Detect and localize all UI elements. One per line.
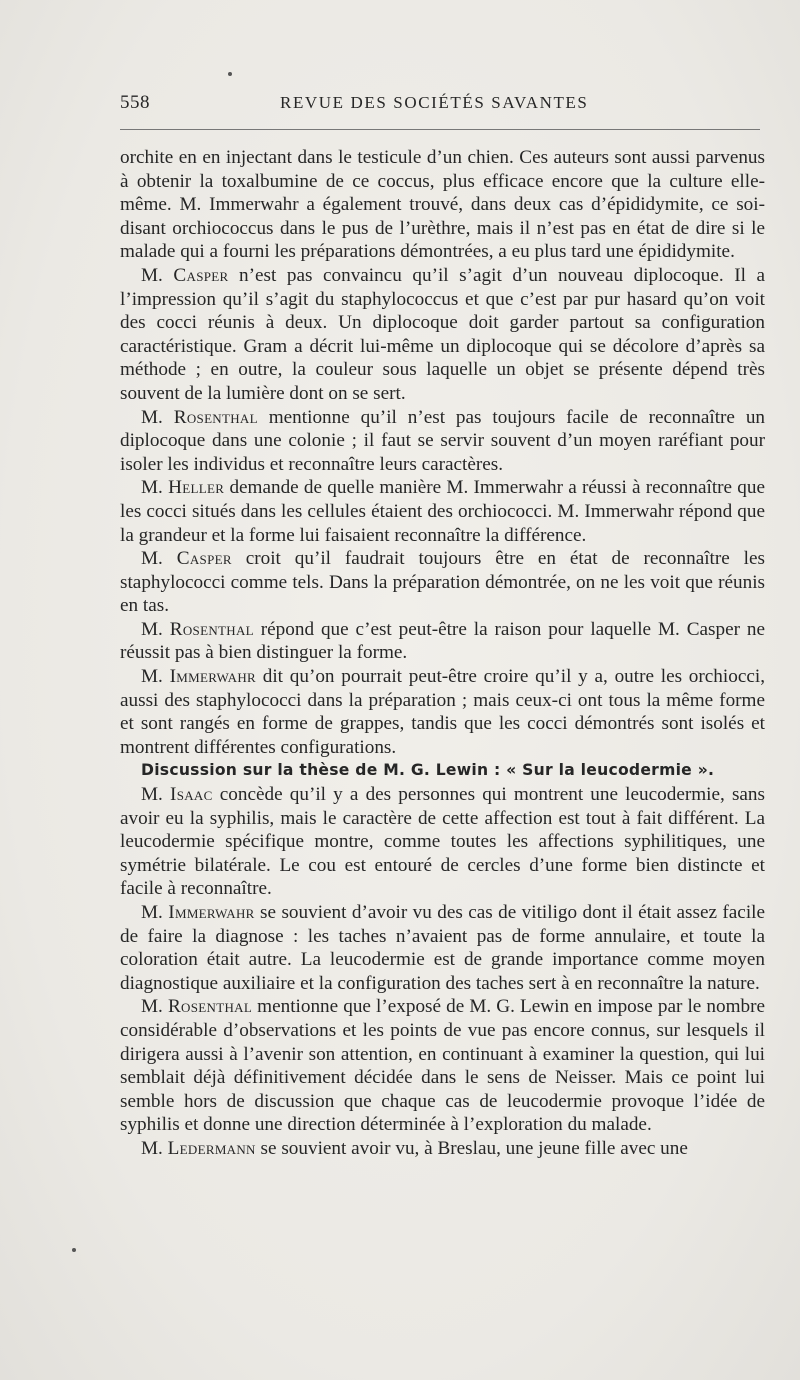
- paragraph-text: orchite en en injectant dans le testicule d’un chien. Ces auteurs sont aussi parvenus à obtenir la toxalbumine de ce coccus, plus efficace encore que la culture elle-même. M. Immerwahr a également trouvé, dans deux cas d’épididymite, ce soi-disant orchiococcus dans le pus de l’urèthre, mais il n’est pas en état de dire si le malade qui a fourni les préparations démontrées, a eu plus tard une épididymite.: [120, 147, 765, 263]
- page-number: 558: [120, 92, 150, 113]
- page-header: [120, 92, 760, 116]
- paragraph-text: concède qu’il y a des personnes qui montrent une leucodermie, sans avoir eu la syphilis, mais le caractère de cette affection est tout à fait différent. La leucodermie spécifique montre, comme toutes les affections syphilitiques, une symétrie bilatérale. Le cou est entouré de cercles d’une forme bien distincte et facile à reconnaître.: [120, 784, 765, 900]
- speaker-name: Rosenthal: [173, 406, 258, 428]
- speaker-name: Ledermann: [167, 1137, 256, 1159]
- paragraph: M. Casper croit qu’il faudrait toujours être en état de reconnaître les staphylococci comme tels. Dans la préparation démontrée, on ne les voit que réunis en tas.: [120, 548, 766, 617]
- article-body: [120, 146, 765, 1161]
- paragraph: M. Rosenthal mentionne que l’exposé de M. G. Lewin en impose par le nombre considérable d’observations et les points de vue pas encore connus, sur lesquels il dirigera aussi à l’avenir son attention, en continuant à examiner la question, qui lui semblait déjà définitivement décidée dans le sens de Neisser. Mais ce point lui semble hors de discussion que chaque cas de leucodermie provoque l’idée de syphilis et donne une direction déterminée à l’exploration du malade.: [120, 996, 765, 1136]
- speaker-name: Immerwahr: [168, 902, 255, 923]
- paragraph-text: demande de quelle manière M. Immerwahr a réussi à reconnaître que les cocci situés dans les cellules étaient des orchiococci. M. Immerwahr répond que la grandeur et la forme lui faisaient reconnaître la différence.: [120, 477, 766, 546]
- ink-speck: [228, 72, 232, 76]
- ink-speck: [72, 1248, 76, 1252]
- paragraph-text: croit qu’il faudrait toujours être en état de reconnaître les staphylococci comme tels. Dans la préparation démontrée, on ne les voit que réunis en tas.: [120, 548, 766, 617]
- speaker-name: Immerwahr: [169, 666, 256, 688]
- paragraph-text: mentionne qu’il n’est pas toujours facile de reconnaître un diplocoque dans une colonie ; il faut se servir souvent d’un moyen raréfiant pour isoler les individus et reconnaître leurs caractères.: [120, 406, 766, 475]
- header-rule: [120, 129, 760, 130]
- paragraph: M. Casper n’est pas convaincu qu’il s’agit d’un nouveau diplocoque. Il a l’impression qu’il s’agit du staphylococcus et que c’est par pur hasard qu’on voit des cocci réunis à deux. Un diplocoque doit garder partout sa configuration caractéristique. Gram a décrit lui-même un diplocoque qui se décolore d’après sa méthode ; en outre, la couleur sous laquelle un objet se présente dépend très souvent de la lumière dont on se sert.: [120, 264, 765, 404]
- running-title: REVUE DES SOCIÉTÉS SAVANTES: [280, 93, 589, 112]
- section-heading: Discussion sur la thèse de M. G. Lewin : « Sur la leucodermie ».: [141, 761, 715, 780]
- paragraph: M. Rosenthal mentionne qu’il n’est pas toujours facile de reconnaître un diplocoque dans une colonie ; il faut se servir souvent d’un moyen raréfiant pour isoler les individus et reconnaître leurs caractères.: [120, 406, 766, 475]
- speaker-name: Casper: [173, 264, 229, 286]
- speaker-name: Casper: [176, 548, 232, 570]
- paragraph: M. Rosenthal répond que c’est peut-être la raison pour laquelle M. Casper ne réussit pas à bien distinguer la forme.: [120, 618, 765, 664]
- paragraph: M. Immerwahr se souvient d’avoir vu des cas de vitiligo dont il était assez facile de faire la diagnose : les taches n’avaient pas de forme annulaire, et toute la coloration était autre. La leucodermie est de grande importance comme moyen diagnostique auxiliaire et la configuration des taches sert à en reconnaître la nature.: [120, 902, 765, 994]
- speaker-name: Rosenthal: [169, 618, 254, 640]
- speaker-name: Heller: [168, 477, 225, 499]
- paragraph: M. Immerwahr dit qu’on pourrait peut-être croire qu’il y a, outre les orchiocci, aussi des staphylococci dans la préparation ; mais ceux-ci ont tous la même forme et sont rangés en forme de grappes, tandis que les cocci démontrés sont isolés et montrent différentes configurations.: [120, 666, 765, 758]
- speaker-name: Rosenthal: [167, 996, 253, 1018]
- paragraph-text: se souvient d’avoir vu des cas de vitiligo dont il était assez facile de faire la diagnose : les taches n’avaient pas de forme annulaire, et toute la coloration était autre. La leucodermie est de grande importance comme moyen diagnostique auxiliaire et la configuration des taches sert à en reconnaître la nature.: [120, 902, 765, 994]
- paragraph: M. Heller demande de quelle manière M. Immerwahr a réussi à reconnaître que les cocci situés dans les cellules étaient des orchiococci. M. Immerwahr répond que la grandeur et la forme lui faisaient reconnaître la différence.: [120, 477, 766, 546]
- paragraph-text: mentionne que l’exposé de M. G. Lewin en impose par le nombre considérable d’observations et les points de vue pas encore connus, sur lesquels il dirigera aussi à l’avenir son attention, en continuant à examiner la question, qui lui semblait déjà définitivement décidée dans le sens de Neisser. Mais ce point lui semble hors de discussion que chaque cas de leucodermie provoque l’idée de syphilis et donne une direction déterminée à l’exploration du malade.: [120, 996, 765, 1136]
- paragraph-text: répond que c’est peut-être la raison pour laquelle M. Casper ne réussit pas à bien distinguer la forme.: [120, 618, 765, 664]
- paragraph: M. Isaac concède qu’il y a des personnes qui montrent une leucodermie, sans avoir eu la syphilis, mais le caractère de cette affection est tout à fait différent. La leucodermie spécifique montre, comme toutes les affections syphilitiques, une symétrie bilatérale. Le cou est entouré de cercles d’une forme bien distincte et facile à reconnaître.: [120, 784, 765, 900]
- paragraph: M. Ledermann se souvient avoir vu, à Breslau, une jeune fille avec une: [141, 1137, 688, 1159]
- paragraph-text: n’est pas convaincu qu’il s’agit d’un nouveau diplocoque. Il a l’impression qu’il s’agit du staphylococcus et que c’est par pur hasard qu’on voit des cocci réunis à deux. Un diplocoque doit garder partout sa configuration caractéristique. Gram a décrit lui-même un diplocoque qui se décolore d’après sa méthode ; en outre, la couleur sous laquelle un objet se présente dépend très souvent de la lumière dont on se sert.: [120, 264, 765, 404]
- paragraph-text: se souvient avoir vu, à Breslau, une jeune fille avec une: [255, 1137, 688, 1159]
- paragraph-text: dit qu’on pourrait peut-être croire qu’il y a, outre les orchiocci, aussi des staphylococci dans la préparation ; mais ceux-ci ont tous la même forme et sont rangés en forme de grappes, tandis que les cocci démontrés sont isolés et montrent différentes configurations.: [120, 666, 765, 758]
- paragraph: [120, 146, 765, 264]
- speaker-name: Isaac: [170, 784, 213, 806]
